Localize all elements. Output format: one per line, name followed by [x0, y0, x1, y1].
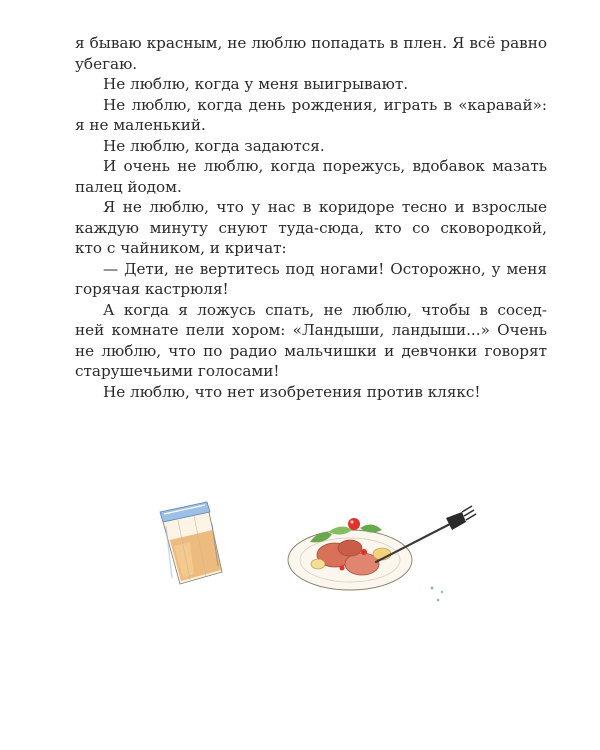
paragraph-6 [75, 197, 547, 259]
text-line: Не люблю, что нет изобретения против клякс! [103, 382, 481, 401]
text-line: не люблю, что по радио мальчишки и девчонки говорят [75, 341, 547, 360]
text-line: Я не люблю, что у нас в коридоре тесно и взрослые [103, 198, 547, 216]
text-line: каждую минуту снуют туда-сюда, кто со сковородкой, [75, 218, 547, 237]
paragraph-5 [75, 156, 547, 197]
text-line: убегаю. [75, 54, 138, 73]
text-line: ней комнате пели хором: «Ландыши, ландыши...» Очень [75, 321, 547, 339]
text-line: А когда я ложусь спать, не люблю, чтобы в сосед- [103, 300, 547, 319]
text-block [75, 33, 547, 402]
text-line: старушечьими голосами! [75, 362, 280, 380]
fork-icon [376, 506, 476, 562]
text-line: Не люблю, когда задаются. [103, 136, 325, 155]
text-line: горячая кастрюля! [75, 280, 229, 298]
text-line: я бываю красным, не люблю попадать в плен. Я всё равно [75, 34, 547, 52]
paragraph-7 [75, 259, 547, 300]
paragraph-8 [75, 300, 547, 382]
text-line: И очень не люблю, когда порежусь, вдобавок мазать [103, 157, 547, 175]
crumbs-icon [431, 587, 444, 602]
food-illustration [150, 490, 490, 620]
paragraph-1 [75, 33, 547, 74]
paragraph-2 [75, 74, 547, 95]
paragraph-3 [75, 95, 547, 136]
text-line: Не люблю, когда день рождения, играть в «каравай»: [103, 95, 547, 114]
glass-icon [160, 502, 222, 584]
paragraph-9 [75, 382, 547, 403]
text-line: Не люблю, когда у меня выигрывают. [103, 75, 409, 93]
paragraph-4 [75, 136, 547, 157]
text-line: палец йодом. [75, 177, 182, 196]
text-line: — Дети, не вертитесь под ногами! Осторожно, у меня [103, 259, 547, 278]
text-line: кто с чайником, и кричат: [75, 239, 287, 257]
text-line: я не маленький. [75, 116, 206, 134]
